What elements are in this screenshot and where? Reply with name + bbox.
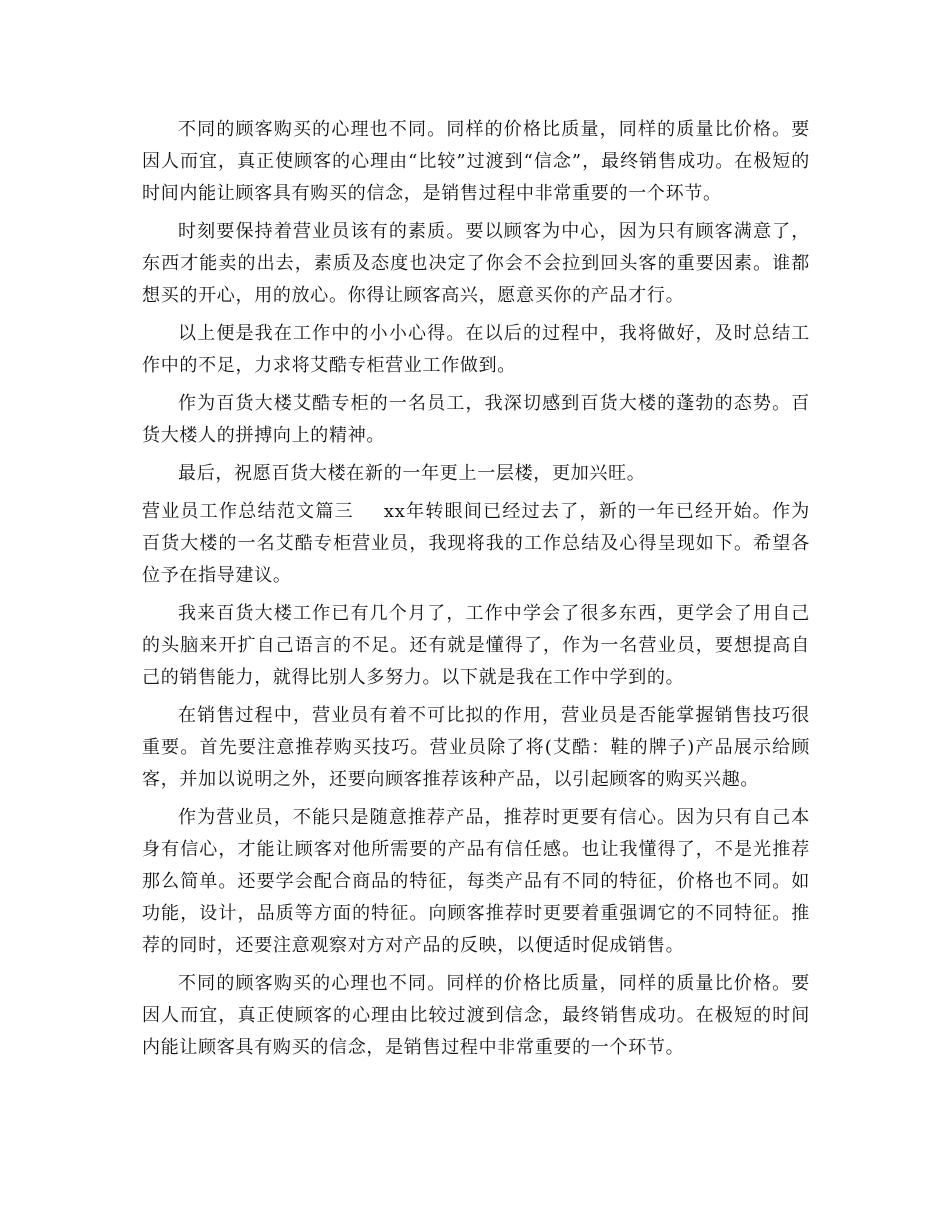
paragraph-1: 不同的顾客购买的心理也不同。同样的价格比质量，同样的质量比价格。要因人而宜，真正使顾客的心理由“比较”过渡到“信念”，最终销售成功。在极短的时间内能让顾客具有购买的信念，是销售过程中非常重要的一个环节。 xyxy=(142,119,810,204)
paragraph-7: 在销售过程中，营业员有着不可比拟的作用，营业员是否能掌握销售技巧很重要。首先要注意推荐购买技巧。营业员除了将(艾酷：鞋的牌子)产品展示给顾客，并加以说明之外，还要向顾客推荐该种产品，以引起顾客的购买兴趣。 xyxy=(142,705,810,790)
document-body xyxy=(142,114,810,1070)
paragraph-9: 不同的顾客购买的心理也不同。同样的价格比质量，同样的质量比价格。要因人而宜，真正使顾客的心理由比较过渡到信念，最终销售成功。在极短的时间内能让顾客具有购买的信念，是销售过程中非常重要的一个环节。 xyxy=(142,973,810,1058)
section-intro-text: xx年转眼间已经过去了，新的一年已经开始。作为百货大楼的一名艾酷专柜营业员，我现将我的工作总结及心得呈现如下。希望各位予在指导建议。 xyxy=(142,501,811,586)
paragraph-4: 作为百货大楼艾酷专柜的一名员工，我深切感到百货大楼的蓬勃的态势。百货大楼人的拼搏向上的精神。 xyxy=(142,393,810,446)
paragraph-5: 最后，祝愿百货大楼在新的一年更上一层楼，更加兴旺。 xyxy=(178,463,646,484)
paragraph-2: 时刻要保持着营业员该有的素质。要以顾客为中心，因为只有顾客满意了，东西才能卖的出去，素质及态度也决定了你会不会拉到回头客的重要因素。谁都想买的开心，用的放心。你得让顾客高兴，愿意买你的产品才行。 xyxy=(142,221,810,306)
paragraph-3: 以上便是我在工作中的小小心得。在以后的过程中，我将做好，及时总结工作中的不足，力求将艾酷专柜营业工作做到。 xyxy=(142,323,810,376)
section-heading: 营业员工作总结范文篇三 xyxy=(142,501,354,522)
paragraph-8: 作为营业员，不能只是随意推荐产品，推荐时更要有信心。因为只有自己本身有信心，才能让顾客对他所需要的产品有信任感。也让我懂得了，不是光推荐那么简单。还要学会配合商品的特征，每类产品有不同的特征，价格也不同。如功能，设计，品质等方面的特征。向顾客推荐时更要着重强调它的不同特征。推荐的同时，还要注意观察对方对产品的反映，以便适时促成销售。 xyxy=(142,807,810,956)
section-intro-paragraph xyxy=(142,496,810,592)
paragraph-6: 我来百货大楼工作已有几个月了，工作中学会了很多东西，更学会了用自己的头脑来开扩自己语言的不足。还有就是懂得了，作为一名营业员，要想提高自己的销售能力，就得比别人多努力。以下就是我在工作中学到的。 xyxy=(142,603,810,688)
